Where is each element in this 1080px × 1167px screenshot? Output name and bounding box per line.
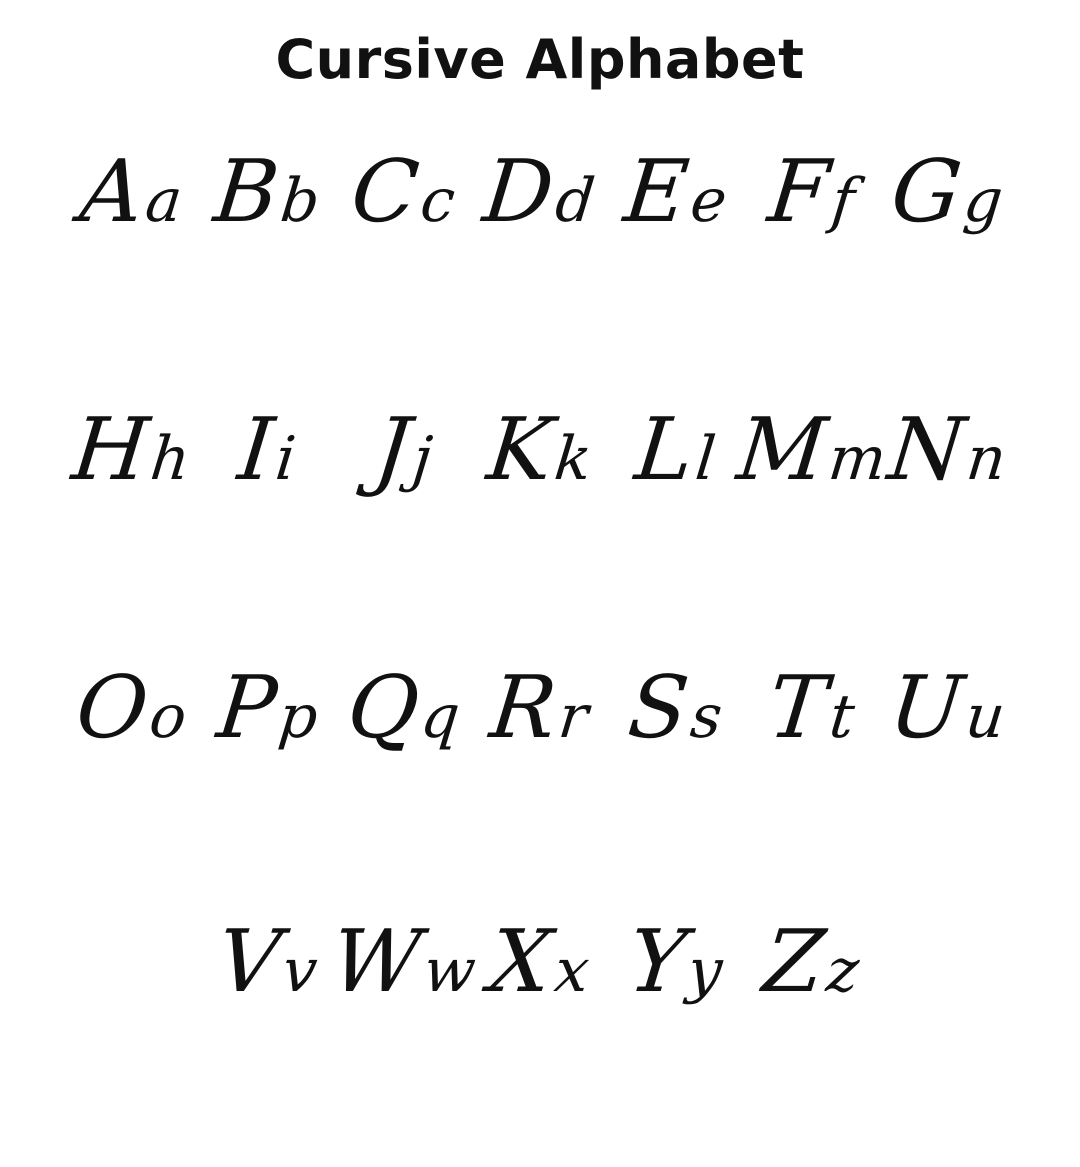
letter-uppercase-v: V bbox=[212, 912, 287, 1012]
letter-uppercase-s: S bbox=[623, 658, 695, 758]
letter-lowercase-j: j bbox=[409, 424, 437, 494]
letter-uppercase-c: C bbox=[347, 142, 425, 242]
letter-cell-m bbox=[732, 400, 891, 500]
alphabet-row bbox=[0, 913, 1080, 1167]
letter-lowercase-y: y bbox=[684, 936, 728, 1006]
letter-uppercase-y: Y bbox=[623, 912, 692, 1012]
letter-cell-l bbox=[608, 400, 744, 500]
letter-lowercase-b: b bbox=[277, 166, 325, 236]
letter-cell-t bbox=[744, 658, 880, 758]
letter-lowercase-i: i bbox=[272, 424, 301, 494]
letter-lowercase-d: d bbox=[552, 166, 600, 236]
letter-cell-n bbox=[880, 400, 1016, 500]
letter-uppercase-j: J bbox=[370, 400, 417, 500]
letter-cell-q bbox=[336, 658, 472, 758]
letter-uppercase-x: X bbox=[485, 912, 558, 1012]
letter-lowercase-r: r bbox=[555, 682, 593, 752]
letter-cell-j bbox=[336, 400, 472, 500]
page-title: Cursive Alphabet bbox=[275, 28, 805, 91]
letter-lowercase-c: c bbox=[417, 166, 460, 236]
letter-lowercase-f: f bbox=[828, 166, 859, 236]
letter-cell-g bbox=[880, 142, 1016, 242]
letter-cell-u bbox=[880, 658, 1016, 758]
alphabet-row bbox=[0, 143, 1080, 397]
letter-uppercase-o: O bbox=[71, 658, 154, 758]
letter-uppercase-z: Z bbox=[759, 912, 831, 1012]
letter-uppercase-w: W bbox=[326, 912, 427, 1012]
letter-cell-r bbox=[472, 658, 608, 758]
letter-cell-i bbox=[200, 400, 336, 500]
letter-uppercase-q: Q bbox=[342, 658, 425, 758]
letter-cell-o bbox=[64, 658, 200, 758]
letter-lowercase-m: m bbox=[824, 424, 891, 494]
letter-lowercase-e: e bbox=[686, 166, 731, 236]
letter-uppercase-d: D bbox=[479, 142, 560, 242]
letter-lowercase-z: z bbox=[823, 936, 864, 1006]
letter-cell-v bbox=[200, 912, 336, 1012]
letter-uppercase-u: U bbox=[885, 658, 970, 758]
letter-lowercase-a: a bbox=[142, 166, 187, 236]
letter-uppercase-p: P bbox=[212, 658, 282, 758]
letter-uppercase-b: B bbox=[209, 142, 285, 242]
letter-uppercase-n: N bbox=[883, 400, 971, 500]
letter-uppercase-g: G bbox=[887, 142, 968, 242]
letter-lowercase-o: o bbox=[146, 682, 191, 752]
letter-lowercase-h: h bbox=[147, 424, 195, 494]
letter-lowercase-s: s bbox=[687, 682, 727, 752]
alphabet-row bbox=[0, 655, 1080, 913]
letter-lowercase-t: t bbox=[825, 682, 859, 752]
letter-lowercase-p: p bbox=[275, 682, 322, 752]
alphabet-grid bbox=[0, 109, 1080, 1167]
letter-uppercase-k: K bbox=[482, 400, 559, 500]
letter-lowercase-u: u bbox=[962, 682, 1010, 752]
letter-cell-f bbox=[744, 142, 880, 242]
letter-uppercase-m: M bbox=[732, 400, 832, 500]
letter-uppercase-h: H bbox=[67, 400, 155, 500]
alphabet-row bbox=[0, 397, 1080, 655]
letter-uppercase-l: L bbox=[630, 400, 700, 500]
letter-cell-e bbox=[608, 142, 744, 242]
letter-lowercase-k: k bbox=[551, 424, 596, 494]
letter-cell-x bbox=[472, 912, 608, 1012]
letter-uppercase-i: I bbox=[234, 400, 280, 500]
letter-uppercase-a: A bbox=[75, 142, 150, 242]
letter-lowercase-w: w bbox=[419, 936, 480, 1006]
letter-cell-w bbox=[326, 912, 480, 1012]
letter-cell-c bbox=[336, 142, 472, 242]
letter-uppercase-e: E bbox=[619, 142, 694, 242]
letter-cell-h bbox=[64, 400, 200, 500]
letter-cell-p bbox=[200, 658, 336, 758]
letter-lowercase-x: x bbox=[551, 936, 594, 1006]
letter-lowercase-v: v bbox=[279, 936, 322, 1006]
letter-cell-z bbox=[744, 912, 880, 1012]
letter-cell-k bbox=[472, 400, 608, 500]
letter-cell-y bbox=[608, 912, 744, 1012]
letter-cell-b bbox=[200, 142, 336, 242]
letter-lowercase-q: q bbox=[417, 682, 465, 752]
letter-uppercase-f: F bbox=[763, 142, 835, 242]
letter-uppercase-r: R bbox=[486, 658, 563, 758]
letter-cell-a bbox=[64, 142, 200, 242]
letter-cell-d bbox=[472, 142, 608, 242]
letter-lowercase-l: l bbox=[692, 424, 720, 494]
letter-lowercase-g: g bbox=[960, 166, 1008, 236]
letter-lowercase-n: n bbox=[963, 424, 1011, 494]
letter-cell-s bbox=[608, 658, 744, 758]
letter-uppercase-t: T bbox=[763, 658, 833, 758]
